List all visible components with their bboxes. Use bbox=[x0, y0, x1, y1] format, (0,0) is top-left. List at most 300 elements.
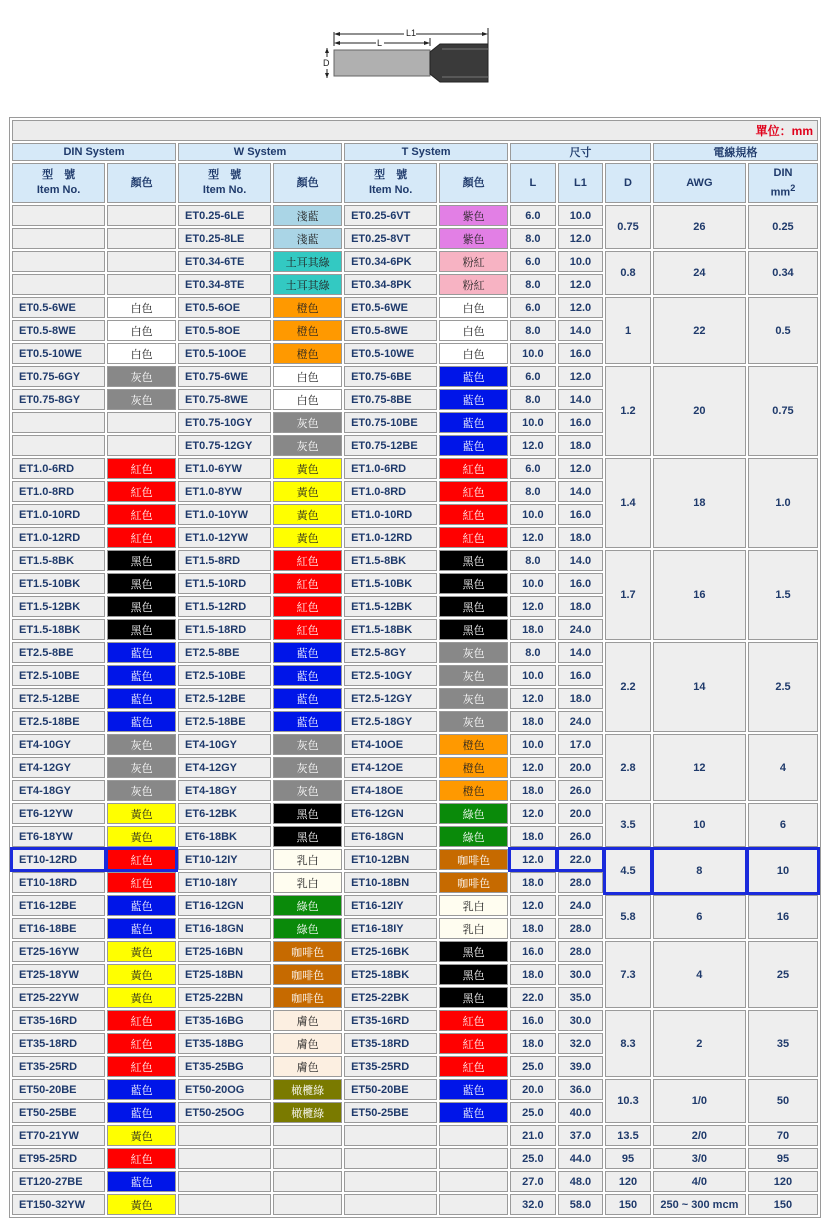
din-color-cell: 灰色 bbox=[107, 366, 176, 387]
din-color-cell: 紅色 bbox=[107, 872, 176, 893]
table-row bbox=[12, 1125, 818, 1146]
group-d-cell: 120 bbox=[605, 1171, 651, 1192]
t-color-cell: 黑色 bbox=[439, 619, 508, 640]
length-l-cell: 12.0 bbox=[510, 527, 556, 548]
w-model-cell: ET6-12BK bbox=[178, 803, 271, 824]
length-l1-cell: 24.0 bbox=[558, 619, 604, 640]
length-l-cell: 18.0 bbox=[510, 918, 556, 939]
din-model-cell bbox=[12, 251, 105, 272]
length-l1-cell: 17.0 bbox=[558, 734, 604, 755]
w-model-cell: ET1.5-8RD bbox=[178, 550, 271, 571]
group-din-cell: 4 bbox=[748, 734, 818, 801]
length-l1-cell: 16.0 bbox=[558, 665, 604, 686]
length-l1-cell: 12.0 bbox=[558, 458, 604, 479]
unit-label: 單位：mm bbox=[12, 120, 818, 141]
header-din-mm2: DIN $mm^2$ bbox=[748, 163, 818, 203]
w-color-cell: 藍色 bbox=[273, 688, 342, 709]
din-model-cell: ET2.5-8BE bbox=[12, 642, 105, 663]
table-row bbox=[12, 550, 818, 571]
t-color-cell: 黑色 bbox=[439, 573, 508, 594]
t-color-cell: 紅色 bbox=[439, 504, 508, 525]
w-color-cell: 膚色 bbox=[273, 1010, 342, 1031]
t-color-cell: 紫色 bbox=[439, 228, 508, 249]
t-color-cell: 乳白 bbox=[439, 895, 508, 916]
t-color-cell bbox=[439, 1171, 508, 1192]
group-awg-cell: 8 bbox=[653, 849, 746, 893]
t-model-cell: ET0.75-10BE bbox=[344, 412, 437, 433]
w-model-cell: ET16-18GN bbox=[178, 918, 271, 939]
w-color-cell: 淺藍 bbox=[273, 205, 342, 226]
w-color-cell: 藍色 bbox=[273, 711, 342, 732]
din-color-cell: 紅色 bbox=[107, 1056, 176, 1077]
din-color-cell: 黃色 bbox=[107, 1125, 176, 1146]
t-model-cell bbox=[344, 1171, 437, 1192]
w-color-cell: 淺藍 bbox=[273, 228, 342, 249]
w-color-cell: 藍色 bbox=[273, 665, 342, 686]
w-model-cell: ET50-20OG bbox=[178, 1079, 271, 1100]
group-d-cell: 1.4 bbox=[605, 458, 651, 548]
w-model-cell: ET25-16BN bbox=[178, 941, 271, 962]
w-model-cell: ET0.75-10GY bbox=[178, 412, 271, 433]
din-color-cell: 白色 bbox=[107, 320, 176, 341]
t-color-cell: 藍色 bbox=[439, 389, 508, 410]
label-l: L bbox=[377, 38, 383, 48]
group-din-cell: 1.0 bbox=[748, 458, 818, 548]
w-model-cell: ET2.5-12BE bbox=[178, 688, 271, 709]
group-d-cell: 1 bbox=[605, 297, 651, 364]
t-color-cell: 藍色 bbox=[439, 435, 508, 456]
t-model-cell bbox=[344, 1125, 437, 1146]
w-color-cell: 黃色 bbox=[273, 458, 342, 479]
din-color-cell: 藍色 bbox=[107, 1079, 176, 1100]
length-l1-cell: 14.0 bbox=[558, 550, 604, 571]
t-model-cell: ET0.75-8BE bbox=[344, 389, 437, 410]
group-awg-cell: 18 bbox=[653, 458, 746, 548]
length-l-cell: 18.0 bbox=[510, 872, 556, 893]
w-color-cell: 灰色 bbox=[273, 412, 342, 433]
table-row bbox=[12, 642, 818, 663]
group-din-cell: 0.34 bbox=[748, 251, 818, 295]
length-l-cell: 18.0 bbox=[510, 964, 556, 985]
w-color-cell: 咖啡色 bbox=[273, 964, 342, 985]
w-model-cell: ET1.0-8YW bbox=[178, 481, 271, 502]
din-model-cell: ET25-22YW bbox=[12, 987, 105, 1008]
length-l-cell: 8.0 bbox=[510, 642, 556, 663]
length-l-cell: 25.0 bbox=[510, 1102, 556, 1123]
length-l-cell: 10.0 bbox=[510, 734, 556, 755]
group-awg-cell: 4 bbox=[653, 941, 746, 1008]
t-model-cell: ET1.0-12RD bbox=[344, 527, 437, 548]
length-l1-cell: 20.0 bbox=[558, 803, 604, 824]
length-l-cell: 6.0 bbox=[510, 205, 556, 226]
header-w-color: 顏色 bbox=[273, 163, 342, 203]
din-color-cell: 紅色 bbox=[107, 1010, 176, 1031]
t-color-cell: 藍色 bbox=[439, 1079, 508, 1100]
w-model-cell bbox=[178, 1194, 271, 1215]
group-awg-cell: 250 ~ 300 mcm bbox=[653, 1194, 746, 1215]
din-model-cell: ET35-25RD bbox=[12, 1056, 105, 1077]
w-model-cell: ET0.5-8OE bbox=[178, 320, 271, 341]
length-l-cell: 32.0 bbox=[510, 1194, 556, 1215]
length-l-cell: 10.0 bbox=[510, 343, 556, 364]
din-color-cell bbox=[107, 412, 176, 433]
w-model-cell: ET35-18BG bbox=[178, 1033, 271, 1054]
t-model-cell: ET6-12GN bbox=[344, 803, 437, 824]
length-l-cell: 12.0 bbox=[510, 435, 556, 456]
group-d-cell: 95 bbox=[605, 1148, 651, 1169]
table-row bbox=[12, 251, 818, 272]
length-l1-cell: 24.0 bbox=[558, 711, 604, 732]
table-row bbox=[12, 941, 818, 962]
din-model-cell: ET1.5-12BK bbox=[12, 596, 105, 617]
t-model-cell: ET0.25-6VT bbox=[344, 205, 437, 226]
group-d-cell: 3.5 bbox=[605, 803, 651, 847]
t-color-cell: 綠色 bbox=[439, 803, 508, 824]
length-l1-cell: 10.0 bbox=[558, 251, 604, 272]
din-color-cell: 灰色 bbox=[107, 780, 176, 801]
din-model-cell: ET2.5-18BE bbox=[12, 711, 105, 732]
table-row bbox=[12, 1079, 818, 1100]
group-awg-cell: 12 bbox=[653, 734, 746, 801]
t-model-cell: ET16-18IY bbox=[344, 918, 437, 939]
din-model-cell: ET95-25RD bbox=[12, 1148, 105, 1169]
group-awg-cell: 22 bbox=[653, 297, 746, 364]
t-color-cell: 紅色 bbox=[439, 1056, 508, 1077]
din-model-cell: ET6-12YW bbox=[12, 803, 105, 824]
w-color-cell: 黃色 bbox=[273, 481, 342, 502]
din-model-cell: ET1.0-12RD bbox=[12, 527, 105, 548]
t-color-cell: 紅色 bbox=[439, 1010, 508, 1031]
length-l-cell: 18.0 bbox=[510, 826, 556, 847]
length-l1-cell: 28.0 bbox=[558, 918, 604, 939]
length-l1-cell: 14.0 bbox=[558, 642, 604, 663]
w-color-cell: 乳白 bbox=[273, 872, 342, 893]
t-model-cell: ET1.0-6RD bbox=[344, 458, 437, 479]
t-model-cell: ET25-18BK bbox=[344, 964, 437, 985]
w-model-cell: ET4-12GY bbox=[178, 757, 271, 778]
din-color-cell: 紅色 bbox=[107, 1148, 176, 1169]
t-color-cell: 藍色 bbox=[439, 412, 508, 433]
length-l-cell: 6.0 bbox=[510, 366, 556, 387]
t-model-cell: ET6-18GN bbox=[344, 826, 437, 847]
din-color-cell: 白色 bbox=[107, 297, 176, 318]
group-din-cell: 0.75 bbox=[748, 366, 818, 456]
w-model-cell: ET1.5-18RD bbox=[178, 619, 271, 640]
group-din-cell: 25 bbox=[748, 941, 818, 1008]
length-l-cell: 10.0 bbox=[510, 412, 556, 433]
length-l-cell: 6.0 bbox=[510, 251, 556, 272]
w-model-cell: ET0.25-8LE bbox=[178, 228, 271, 249]
din-model-cell bbox=[12, 228, 105, 249]
group-din-cell: 95 bbox=[748, 1148, 818, 1169]
t-model-cell: ET1.5-8BK bbox=[344, 550, 437, 571]
table-row bbox=[12, 895, 818, 916]
group-d-cell: 1.7 bbox=[605, 550, 651, 640]
label-l1: L1 bbox=[406, 28, 417, 38]
din-model-cell: ET1.0-6RD bbox=[12, 458, 105, 479]
t-color-cell: 咖啡色 bbox=[439, 849, 508, 870]
t-model-cell: ET50-25BE bbox=[344, 1102, 437, 1123]
w-color-cell: 灰色 bbox=[273, 780, 342, 801]
t-model-cell: ET0.5-8WE bbox=[344, 320, 437, 341]
din-color-cell: 紅色 bbox=[107, 481, 176, 502]
length-l-cell: 16.0 bbox=[510, 1010, 556, 1031]
length-l-cell: 27.0 bbox=[510, 1171, 556, 1192]
din-model-cell: ET16-12BE bbox=[12, 895, 105, 916]
length-l1-cell: 30.0 bbox=[558, 1010, 604, 1031]
w-model-cell: ET50-25OG bbox=[178, 1102, 271, 1123]
w-color-cell: 紅色 bbox=[273, 619, 342, 640]
header-d: D bbox=[605, 163, 651, 203]
din-model-cell: ET50-20BE bbox=[12, 1079, 105, 1100]
t-model-cell: ET1.0-10RD bbox=[344, 504, 437, 525]
length-l1-cell: 26.0 bbox=[558, 826, 604, 847]
w-color-cell: 灰色 bbox=[273, 734, 342, 755]
length-l-cell: 25.0 bbox=[510, 1056, 556, 1077]
length-l1-cell: 12.0 bbox=[558, 366, 604, 387]
t-model-cell bbox=[344, 1194, 437, 1215]
w-model-cell: ET0.5-10OE bbox=[178, 343, 271, 364]
din-model-cell: ET70-21YW bbox=[12, 1125, 105, 1146]
t-color-cell: 白色 bbox=[439, 297, 508, 318]
t-model-cell: ET1.5-12BK bbox=[344, 596, 437, 617]
w-color-cell: 咖啡色 bbox=[273, 987, 342, 1008]
t-color-cell: 藍色 bbox=[439, 366, 508, 387]
w-color-cell: 橙色 bbox=[273, 320, 342, 341]
t-model-cell: ET2.5-18GY bbox=[344, 711, 437, 732]
din-color-cell: 黃色 bbox=[107, 1194, 176, 1215]
din-color-cell: 藍色 bbox=[107, 918, 176, 939]
w-color-cell: 灰色 bbox=[273, 757, 342, 778]
t-color-cell bbox=[439, 1194, 508, 1215]
length-l-cell: 18.0 bbox=[510, 1033, 556, 1054]
w-color-cell: 黑色 bbox=[273, 826, 342, 847]
t-color-cell: 紅色 bbox=[439, 458, 508, 479]
w-model-cell: ET2.5-8BE bbox=[178, 642, 271, 663]
length-l1-cell: 30.0 bbox=[558, 964, 604, 985]
length-l1-cell: 16.0 bbox=[558, 504, 604, 525]
t-color-cell: 紅色 bbox=[439, 527, 508, 548]
din-model-cell bbox=[12, 205, 105, 226]
w-color-cell: 咖啡色 bbox=[273, 941, 342, 962]
length-l1-cell: 44.0 bbox=[558, 1148, 604, 1169]
din-model-cell: ET0.5-8WE bbox=[12, 320, 105, 341]
t-color-cell: 黑色 bbox=[439, 987, 508, 1008]
din-model-cell bbox=[12, 412, 105, 433]
w-color-cell: 紅色 bbox=[273, 573, 342, 594]
din-color-cell bbox=[107, 205, 176, 226]
din-model-cell: ET6-18YW bbox=[12, 826, 105, 847]
t-color-cell: 黑色 bbox=[439, 550, 508, 571]
din-color-cell: 黃色 bbox=[107, 987, 176, 1008]
t-model-cell: ET1.0-8RD bbox=[344, 481, 437, 502]
din-color-cell: 紅色 bbox=[107, 504, 176, 525]
t-model-cell: ET0.34-8PK bbox=[344, 274, 437, 295]
t-color-cell: 白色 bbox=[439, 320, 508, 341]
din-model-cell: ET10-12RD bbox=[12, 849, 105, 870]
t-color-cell: 灰色 bbox=[439, 642, 508, 663]
t-model-cell: ET0.75-12BE bbox=[344, 435, 437, 456]
din-color-cell: 黃色 bbox=[107, 941, 176, 962]
din-color-cell: 灰色 bbox=[107, 757, 176, 778]
w-model-cell: ET35-16BG bbox=[178, 1010, 271, 1031]
t-color-cell: 乳白 bbox=[439, 918, 508, 939]
t-model-cell: ET16-12IY bbox=[344, 895, 437, 916]
length-l-cell: 8.0 bbox=[510, 550, 556, 571]
t-color-cell bbox=[439, 1125, 508, 1146]
table-row bbox=[12, 1010, 818, 1031]
header-din-color: 顏色 bbox=[107, 163, 176, 203]
length-l1-cell: 18.0 bbox=[558, 596, 604, 617]
w-model-cell: ET25-22BN bbox=[178, 987, 271, 1008]
t-model-cell: ET1.5-10BK bbox=[344, 573, 437, 594]
t-model-cell: ET50-20BE bbox=[344, 1079, 437, 1100]
table-row bbox=[12, 803, 818, 824]
group-d-cell: 150 bbox=[605, 1194, 651, 1215]
din-model-cell: ET1.5-8BK bbox=[12, 550, 105, 571]
w-model-cell: ET0.75-6WE bbox=[178, 366, 271, 387]
t-model-cell: ET35-16RD bbox=[344, 1010, 437, 1031]
length-l-cell: 22.0 bbox=[510, 987, 556, 1008]
din-model-cell: ET35-18RD bbox=[12, 1033, 105, 1054]
t-model-cell bbox=[344, 1148, 437, 1169]
t-color-cell: 紅色 bbox=[439, 481, 508, 502]
din-model-cell: ET2.5-12BE bbox=[12, 688, 105, 709]
group-d-cell: 4.5 bbox=[605, 849, 651, 893]
group-awg-cell: 4/0 bbox=[653, 1171, 746, 1192]
group-awg-cell: 14 bbox=[653, 642, 746, 732]
din-color-cell: 藍色 bbox=[107, 1171, 176, 1192]
length-l-cell: 6.0 bbox=[510, 458, 556, 479]
din-model-cell: ET0.5-10WE bbox=[12, 343, 105, 364]
t-model-cell: ET35-18RD bbox=[344, 1033, 437, 1054]
w-model-cell: ET1.5-10RD bbox=[178, 573, 271, 594]
header-l: L bbox=[510, 163, 556, 203]
w-color-cell bbox=[273, 1125, 342, 1146]
w-color-cell: 紅色 bbox=[273, 550, 342, 571]
length-l1-cell: 28.0 bbox=[558, 941, 604, 962]
group-d-cell: 2.2 bbox=[605, 642, 651, 732]
w-model-cell: ET1.0-12YW bbox=[178, 527, 271, 548]
length-l1-cell: 14.0 bbox=[558, 389, 604, 410]
length-l1-cell: 20.0 bbox=[558, 757, 604, 778]
table-row bbox=[12, 1148, 818, 1169]
w-color-cell: 黃色 bbox=[273, 527, 342, 548]
length-l-cell: 18.0 bbox=[510, 780, 556, 801]
length-l-cell: 8.0 bbox=[510, 389, 556, 410]
din-color-cell: 黑色 bbox=[107, 619, 176, 640]
din-model-cell: ET1.0-8RD bbox=[12, 481, 105, 502]
din-color-cell bbox=[107, 251, 176, 272]
t-model-cell: ET0.5-6WE bbox=[344, 297, 437, 318]
din-color-cell: 藍色 bbox=[107, 642, 176, 663]
w-model-cell bbox=[178, 1171, 271, 1192]
group-awg-cell: 2 bbox=[653, 1010, 746, 1077]
t-model-cell: ET4-12OE bbox=[344, 757, 437, 778]
group-din-cell: 70 bbox=[748, 1125, 818, 1146]
table-row bbox=[12, 366, 818, 387]
header-w-model: 型 號 Item No. bbox=[178, 163, 271, 203]
group-din-cell: 16 bbox=[748, 895, 818, 939]
w-model-cell: ET0.75-12GY bbox=[178, 435, 271, 456]
length-l-cell: 8.0 bbox=[510, 228, 556, 249]
header-awg: AWG bbox=[653, 163, 746, 203]
length-l1-cell: 26.0 bbox=[558, 780, 604, 801]
group-din-cell: 50 bbox=[748, 1079, 818, 1123]
group-awg-cell: 3/0 bbox=[653, 1148, 746, 1169]
group-awg-cell: 2/0 bbox=[653, 1125, 746, 1146]
w-color-cell: 紅色 bbox=[273, 596, 342, 617]
length-l-cell: 8.0 bbox=[510, 274, 556, 295]
din-color-cell: 灰色 bbox=[107, 389, 176, 410]
din-color-cell: 藍色 bbox=[107, 1102, 176, 1123]
length-l-cell: 12.0 bbox=[510, 803, 556, 824]
din-model-cell: ET1.0-10RD bbox=[12, 504, 105, 525]
t-model-cell: ET10-12BN bbox=[344, 849, 437, 870]
w-color-cell bbox=[273, 1148, 342, 1169]
group-d-cell: 8.3 bbox=[605, 1010, 651, 1077]
w-color-cell: 土耳其綠 bbox=[273, 274, 342, 295]
din-color-cell: 白色 bbox=[107, 343, 176, 364]
w-color-cell: 橄欖綠 bbox=[273, 1079, 342, 1100]
length-l1-cell: 24.0 bbox=[558, 895, 604, 916]
length-l-cell: 21.0 bbox=[510, 1125, 556, 1146]
w-color-cell bbox=[273, 1171, 342, 1192]
group-awg-cell: 26 bbox=[653, 205, 746, 249]
table-row bbox=[12, 205, 818, 226]
t-color-cell: 咖啡色 bbox=[439, 872, 508, 893]
din-color-cell: 黑色 bbox=[107, 550, 176, 571]
w-model-cell: ET1.0-10YW bbox=[178, 504, 271, 525]
t-color-cell: 灰色 bbox=[439, 665, 508, 686]
length-l1-cell: 16.0 bbox=[558, 343, 604, 364]
length-l-cell: 20.0 bbox=[510, 1079, 556, 1100]
group-awg-cell: 20 bbox=[653, 366, 746, 456]
length-l1-cell: 12.0 bbox=[558, 297, 604, 318]
length-l-cell: 10.0 bbox=[510, 665, 556, 686]
t-color-cell: 黑色 bbox=[439, 941, 508, 962]
group-din-system: DIN System bbox=[12, 143, 176, 161]
din-color-cell: 藍色 bbox=[107, 895, 176, 916]
din-color-cell: 黑色 bbox=[107, 596, 176, 617]
din-model-cell: ET25-18YW bbox=[12, 964, 105, 985]
din-color-cell: 紅色 bbox=[107, 849, 176, 870]
din-model-cell: ET120-27BE bbox=[12, 1171, 105, 1192]
length-l1-cell: 16.0 bbox=[558, 412, 604, 433]
w-color-cell: 藍色 bbox=[273, 642, 342, 663]
group-awg-cell: 24 bbox=[653, 251, 746, 295]
ferrule-spec-table bbox=[9, 117, 821, 1218]
w-model-cell: ET10-12IY bbox=[178, 849, 271, 870]
t-color-cell: 黑色 bbox=[439, 964, 508, 985]
group-din-cell: 6 bbox=[748, 803, 818, 847]
w-model-cell: ET4-10GY bbox=[178, 734, 271, 755]
length-l-cell: 12.0 bbox=[510, 596, 556, 617]
din-color-cell: 藍色 bbox=[107, 711, 176, 732]
w-model-cell: ET2.5-10BE bbox=[178, 665, 271, 686]
t-model-cell: ET35-25RD bbox=[344, 1056, 437, 1077]
length-l-cell: 18.0 bbox=[510, 619, 556, 640]
length-l1-cell: 14.0 bbox=[558, 320, 604, 341]
w-color-cell: 膚色 bbox=[273, 1056, 342, 1077]
length-l-cell: 10.0 bbox=[510, 573, 556, 594]
w-model-cell: ET1.5-12RD bbox=[178, 596, 271, 617]
din-model-cell: ET10-18RD bbox=[12, 872, 105, 893]
din-model-cell: ET35-16RD bbox=[12, 1010, 105, 1031]
w-color-cell: 橙色 bbox=[273, 297, 342, 318]
w-model-cell: ET16-12GN bbox=[178, 895, 271, 916]
din-model-cell: ET2.5-10BE bbox=[12, 665, 105, 686]
